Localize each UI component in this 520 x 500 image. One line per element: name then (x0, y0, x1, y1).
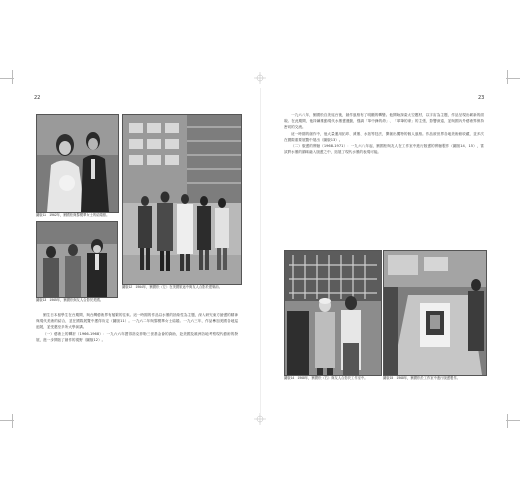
group-street-photo-caption: 圖版12 1964年，劉國松（左）在美國旅途中與友人合影於建築前。 (122, 285, 223, 289)
wedding-photo-caption: 圖版11 1962年，劉國松與黎模華女士的結婚照。 (36, 213, 110, 217)
left-page-body (36, 312, 238, 343)
left-page-number: 22 (34, 95, 41, 101)
crop-mark (507, 414, 508, 428)
three-people-photo (36, 221, 118, 298)
workshop-photo (383, 250, 487, 376)
paragraph: （二）版畫的實驗（1968-1971）：一九六八年起，劉國松與友人在工作室中進行版畫的實驗製作（圖版14、15），嘗試將水墨的韻味融入版畫之中，拓展了現代水墨的表現可能。 (284, 144, 484, 155)
paragraph: （一）藝術上的轉折（1966-1968）：一九六六年獲得洛克菲勒三世基金會的資助，赴美國及歐洲各地考察現代藝術的發展，進一步開拓了創作的視野（圖版12）。 (36, 331, 238, 342)
paragraph: 這一時期的創作中，他大量運用拓印、漬墨、水拓等技法，開創出獨特的個人風格。作品被世界各地美術館收藏，並多次在國際重要展覽中展出（圖版13）。 (284, 131, 484, 142)
studio-two-photo-caption: 圖版14 1968年，劉國松（右）與友人合影於工作室中。 (284, 376, 368, 380)
registration-mark-icon (254, 413, 266, 425)
gutter-fold-line (260, 88, 261, 414)
paragraph: 劉生日本留學生在台期間，與台灣藝術界有頻繁的往來。這一時期的作品以水墨的抽象性為主題，深入研究東方繪畫的精神與現代美術的結合，並在國際展覽中獲得肯定（圖版11）。一九六二年與黎模華女士結婚。一九六三年，作品參加美國各地巡迴展，並受邀至多所大學演講。 (36, 313, 238, 330)
wedding-photo (36, 114, 119, 213)
paragraph: 一九六八年，劉國松自美返台後，創作風格有了明顯的轉變。他開始探索太空題材，以宇宙為主題，作品呈現出嶄新的面貌。在此期間，他持續推動現代水墨畫運動，強調「革中鋒的命」、「革筆的命」的主張，影響深遠，並與國內外藝術界保持密切的交流。 (284, 113, 484, 130)
crop-mark (506, 420, 520, 421)
workshop-photo-caption: 圖版15 1968年，劉國松於工作室中進行版畫製作。 (383, 376, 460, 380)
crop-mark (507, 70, 508, 84)
studio-two-photo (284, 250, 382, 376)
crop-mark (12, 70, 13, 84)
registration-mark-icon (254, 72, 266, 84)
right-page-body (284, 112, 484, 155)
crop-mark (506, 78, 520, 79)
crop-mark (12, 414, 13, 428)
three-people-photo-caption: 圖版13 1965年，劉國松與友人合影於美國。 (36, 298, 104, 302)
group-street-photo (122, 114, 242, 285)
right-page-number: 23 (478, 95, 485, 101)
